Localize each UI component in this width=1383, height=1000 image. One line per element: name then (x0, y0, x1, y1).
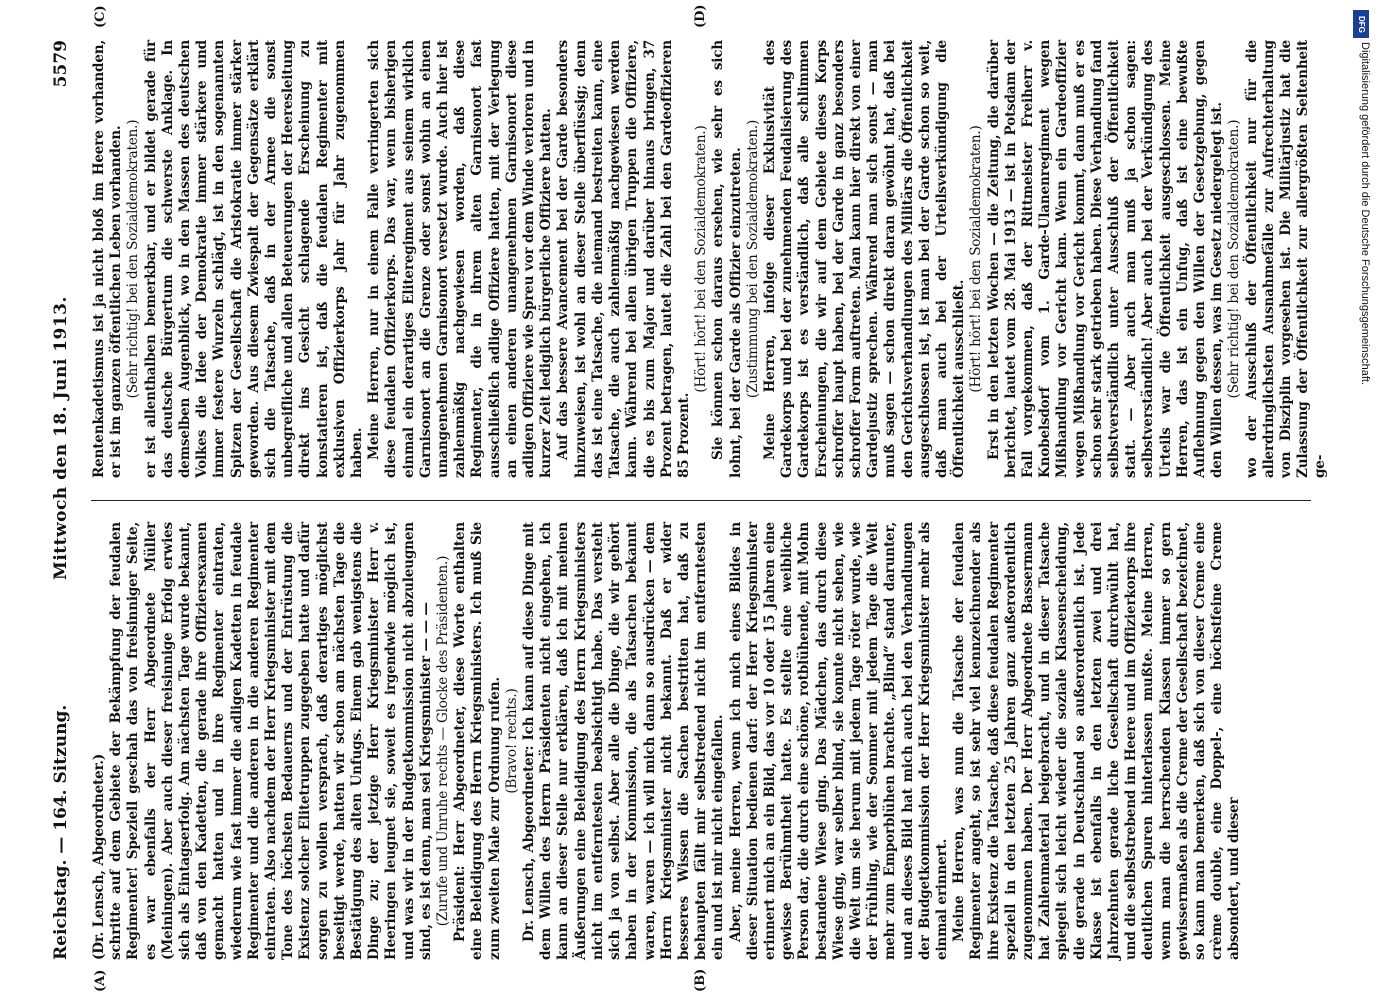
interjection: (Hört! hört! bei den Sozialdemokraten.) (693, 125, 710, 393)
paragraph: wo der Ausschluß der Öffentlichkeit nur für die allerdringlichsten Ausnahmefälle zur Aufrechterhaltung von Disziplin vorgesehen ist. Die Militärjustiz hat die Zulassung der Öffentlichkeit zur allergrößten Seltenheit ge- (1243, 40, 1329, 478)
speaker-continuation: (Dr. Lensch, Abgeordneter.) (91, 753, 107, 960)
page-header (45, 40, 85, 960)
paragraph: schritte auf dem Gebiete der Bekämpfung der feudalen Regimenter! Speziell geschah das von freisinniger Seite, es war ebenfalls der Herr Abgeordnete Müller (Meiningen). Aber auch dieser freisinnige Erfolg erwies sich als Eintagserfolg. Am nächsten Tage wurde bekannt, daß von den Kadetten, die gerade ihre Offiziersexamen gemacht hatten und in ihre Regimenter eintraten, wiederum wie fast immer die adligen Kadetten in feudale Regimenter und die anderen in die anderen Regimenter eintraten. Also nachdem der Herr Kriegsminister mit dem Tone des höchsten Bedauerns und der Entrüstung die Existenz solcher Elitetruppen zugegeben hatte und dafür sorgen zu wollen versprach, daß derartiges möglichst beseitigt werde, hatten wir schon am nächsten Tage die Bestätigung des alten Unfugs. Einem gab wenigstens die Dinge zu; der jetzige Herr Kriegsminister Herr v. Heeringen leugnet sie, soweit es irgendwie möglich ist, und was wir in der Budgetkommission nicht abzuleugnen sind, es ist denn, man sei Kriegsminister — — — (108, 522, 434, 960)
funding-note-text (1351, 8, 1371, 993)
margin-mark-c: (C) (93, 5, 108, 28)
paragraph: Rentenkadetismus ist ja nicht bloß im Heere vorhanden, er ist im ganzen öffentlichen Leben vorhanden. (91, 40, 125, 478)
paragraph: Meine Herren, nur in einem Falle verringerten sich diese feudalen Offizierkorps. Das war, wenn bisherigen einmal ein derartiges Eliteregiment aus seinem wirklich Garnisonort an die Grenze oder sonst wohin an einen unangenehmen Garnisonort versetzt wurde. Auch hier ist zahlenmäßig nachgewiesen worden, daß diese Regimenter, die in ihrem alten Garnisonort fast ausschließlich adlige Offiziere hatten, mit der Verlegung an einen anderen unangenehmen Garnisonort diese adligen Offiziere wie Spreu vor dem Winde verloren und in kurzer Zeit lediglich bürgerliche Offiziere hatten. (366, 40, 555, 478)
margin-mark-d: (D) (693, 4, 708, 28)
right-column (91, 40, 1330, 478)
page-number: 5579 (51, 40, 71, 88)
dfg-logo: DFG (1353, 10, 1369, 38)
column-divider (91, 500, 1311, 501)
left-column (91, 522, 1244, 960)
funding-text: Digitalisierung gefördert durch die Deutsche Forschungsgemeinschaft. (1359, 42, 1371, 386)
interjection: (Sehr richtig! bei den Sozialdemokraten.) (125, 119, 142, 399)
funding-note (1351, 8, 1377, 993)
paragraph: er ist allenthalben bemerkbar, und er bildet gerade für das deutsche Bürgertum die schwerste Anklage. In demselben Augenblick, wo in den Massen des deutschen Volkes die Idee der Demokratie immer stärkere und immer festere Wurzeln schlägt, ist in den sogenannten Spitzen der Gesellschaft die Aristokratie immer stärker geworden. Aus diesem Zwiespalt der Gegensätze erklärt sich die Tatsache, daß in der Armee die sonst unbegreifliche und allen Beteuerungen der Heeresleitung direkt ins Gesicht schlagende Erscheinung zu konstatieren ist, daß die feudalen Regimenter mit exklusiven Offizierkorps Jahr für Jahr zugenommen haben. (142, 40, 366, 478)
interjection: (Zurufe und Unruhe rechts — Glocke des Präsidenten.) (435, 555, 452, 927)
paragraph: Meine Herren, infolge dieser Exklusivität des Gardekorps und bei der zunehmenden Feudalisierung des Gardekorps ist es verständlich, daß alle schlimmen Erscheinungen, die wir auf dem Gebiete dieses Korps schroffer haupt haben, bei der Garde in ganz besonders schroffer Form auftreten. Man kann hier direkt von einer Gardejustiz sprechen. Während man sich sonst — man muß sagen — schon direkt daran gewöhnt hat, daß bei den Gerichtsverhandlungen des Militärs die Öffentlichkeit ausgeschlossen ist, ist man bei der Garde schon so weit, daß man auch bei der Urteilsverkündigung die Öffentlichkeit ausschließt. (761, 40, 968, 478)
interjection: (Zustimmung bei den Sozialdemokraten.) (744, 119, 761, 399)
paragraph: Sie können schon daraus ersehen, wie sehr es sich lohnt, bei der Garde als Offizier einzutreten. (710, 40, 744, 478)
header-date: Mittwoch den 18. Juni 1913. (51, 296, 71, 580)
margin-mark-a: (A) (93, 969, 108, 992)
paragraph: Dr. Lensch, Abgeordneter: Ich kann auf diese Dinge mit dem Willen des Herrn Präsidenten nicht eingehen, ich kann an dieser Stelle nur erklären, daß ich mit meinen Äußerungen eine Beleidigung des Herrn Kriegsministers nicht im entferntesten beabsichtigt habe. Das versteht sich ja von selbst. Aber alle die Dinge, die wir gehört haben in der Kommission, die als Tatsachen bekannt waren, waren — ich will mich dann so ausdrücken — dem Herrn Kriegsminister nicht bekannt. Daß er wider besseres Wissen die Sachen bestritten hat, daß zu behaupten fällt mir selbstredend nicht im entferntesten ein und ist mir nicht eingefallen. (521, 522, 727, 960)
interjection: (Hört! hört! bei den Sozialdemokraten.) (968, 125, 985, 393)
margin-mark-b: (B) (693, 968, 708, 992)
paragraph: Auf das bessere Avancement bei der Garde besonders hinzuweisen, ist wohl an dieser Stelle überflüssig; denn das ist eine Tatsache, die niemand bestreiten kann, eine Tatsache, die auch zahlenmäßig nachgewiesen werden kann. Während bei allen übrigen Truppen die Offiziere, die es bis zum Major und darüber hinaus bringen, 37 Prozent betragen, lautet die Zahl bei den Gardeoffizieren 85 Prozent. (555, 40, 692, 478)
paragraph: Präsident: Herr Abgeordneter, diese Worte enthalten eine Beleidigung des Herrn Kriegsministers. Ich muß Sie zum zweiten Male zur Ordnung rufen. (452, 522, 503, 960)
paragraph: Meine Herren, was nun die Tatsache der feudalen Regimenter angeht, so ist sehr viel kennzeichnender als ihre Existenz die Tatsache, daß diese feudalen Regimenter speziell in den letzten 25 Jahren ganz außerordentlich zugenommen haben. Der Herr Abgeordnete Bassermann hat Zahlenmaterial beigebracht, und in dieser Tatsache spiegelt sich leicht wieder die soziale Klassenscheidung, die gerade in Deutschland so außerordentlich ist. Jede Klasse ist ebenfalls in den letzten zwei und drei Jahrzehnten gerade liche Gesellschaft durchwühlt hat, und die selbststrebend im Heere und im Offizierkorps ihre deutlichen Spuren hinterlassen mußte. Meine Herren, wenn man die herrschenden Klassen immer so gern gewissermaßen als die Creme der Gesellschaft bezeichnet, so kann man bemerken, daß sich von dieser Creme eine crème double, eine Doppel-, eine höchstfeine Creme absondert, und dieser (951, 522, 1243, 960)
paragraph: Aber, meine Herren, wenn ich mich eines Bildes in dieser Situation bedienen darf: der Herr Kriegsminister erinnert mich an ein Bild, das vor 10 oder 15 Jahren eine gewisse Berühmtheit hatte. Es stellte eine weibliche Person dar, die durch eine schöne, rotblühende, mit Mohn bestandene Wiese ging. Das Mädchen, das durch diese Wiese ging, war selber blind, sie konnte nicht sehen, wie die Welt um sie herum mit jedem Tage röter wurde, wie der Frühling, wie der Sommer mit jedem Tage die Welt mehr zum Emporblühen brachte. „Blind“ stand darunter, und an dieses Bild hat mich auch bei den Verhandlungen der Budgetkommission der Herr Kriegsminister mehr als einmal erinnert. (727, 522, 950, 960)
header-session: Reichstag. — 164. Sitzung. (51, 704, 71, 960)
protocol-page (45, 4, 1329, 992)
interjection: (Sehr richtig! bei den Sozialdemokraten.) (1226, 119, 1243, 399)
paragraph: Erst in den letzten Wochen — die Zeitung, die darüber berichtet, lautet vom 28. Mai 1913 — ist in Potsdam der Fall vorgekommen, daß der Rittmeister Freiherr v. Knobelsdorf vom 1. Garde-Ulanenregiment wegen Mißhandlung vor Gericht kam. Wenn ein Gardeoffizier wegen Mißhandlung vor Gericht kommt, dann muß er es schon sehr stark getrieben haben. Diese Verhandlung fand selbstverständlich unter Ausschluß der Öffentlichkeit statt. — Aber auch man muß ja schon sagen: selbstverständlich! Aber auch bei der Verkündigung des Urteils war die Öffentlichkeit ausgeschlossen. Meine Herren, das ist ein Unfug, daß ist eine bewußte Auflehnung gegen den Willen der Gesetzgebung, gegen den Willen dessen, was im Gesetz niedergelegt ist. (985, 40, 1226, 478)
interjection: (Bravo! rechts.) (503, 688, 520, 794)
